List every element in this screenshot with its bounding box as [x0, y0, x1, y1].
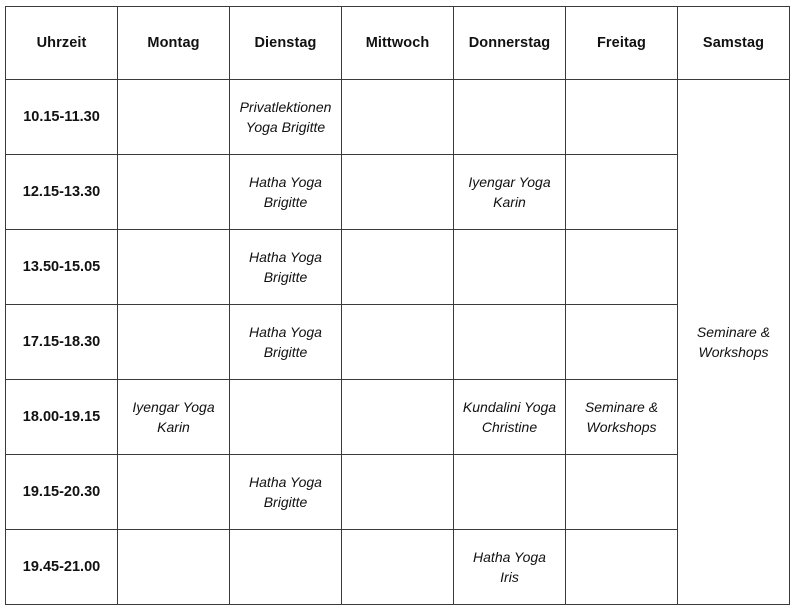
- class-name: Hatha Yoga: [249, 324, 322, 340]
- header-thursday: Donnerstag: [454, 7, 566, 80]
- saturday-line-2: Workshops: [698, 344, 769, 360]
- class-teacher: Karin: [493, 194, 526, 210]
- time-slot: 19.15-20.30: [6, 455, 118, 530]
- class-cell-thursday: [454, 305, 566, 380]
- class-teacher: Christine: [481, 419, 538, 435]
- class-name: Hatha Yoga: [249, 174, 322, 190]
- header-time: Uhrzeit: [6, 7, 118, 80]
- yoga-schedule-table: [5, 6, 790, 605]
- class-name: Hatha Yoga: [473, 549, 546, 565]
- time-slot: 19.45-21.00: [6, 530, 118, 605]
- class-teacher: Yoga Brigitte: [245, 119, 326, 135]
- class-cell-tuesday: [230, 455, 342, 530]
- table-row: [6, 380, 790, 455]
- class-cell-friday: [566, 305, 678, 380]
- class-cell-wednesday: [342, 455, 454, 530]
- header-friday: Freitag: [566, 7, 678, 80]
- class-cell-tuesday: [230, 155, 342, 230]
- header-tuesday: Dienstag: [230, 7, 342, 80]
- class-teacher: Brigitte: [263, 344, 308, 360]
- table-row: [6, 305, 790, 380]
- class-cell-friday: [566, 530, 678, 605]
- class-cell-wednesday: [342, 305, 454, 380]
- class-cell-tuesday: [230, 80, 342, 155]
- time-slot: 13.50-15.05: [6, 230, 118, 305]
- time-slot: 17.15-18.30: [6, 305, 118, 380]
- class-cell-thursday: [454, 380, 566, 455]
- class-cell-thursday: [454, 455, 566, 530]
- class-cell-monday: [118, 155, 230, 230]
- table-row: [6, 155, 790, 230]
- class-cell-friday: [566, 455, 678, 530]
- class-cell-wednesday: [342, 155, 454, 230]
- saturday-line-1: Seminare &: [696, 324, 771, 340]
- class-cell-monday: [118, 380, 230, 455]
- header-row: [6, 7, 790, 80]
- class-name: Seminare &: [584, 399, 659, 415]
- class-teacher: Karin: [157, 419, 190, 435]
- class-name: Hatha Yoga: [249, 249, 322, 265]
- class-teacher: Brigitte: [263, 269, 308, 285]
- class-cell-friday: [566, 80, 678, 155]
- class-cell-wednesday: [342, 230, 454, 305]
- class-cell-monday: [118, 530, 230, 605]
- class-cell-thursday: [454, 530, 566, 605]
- table-row: [6, 80, 790, 155]
- time-slot: 18.00-19.15: [6, 380, 118, 455]
- class-name: Kundalini Yoga: [462, 399, 557, 415]
- class-cell-thursday: [454, 155, 566, 230]
- class-cell-tuesday: [230, 530, 342, 605]
- time-slot: 12.15-13.30: [6, 155, 118, 230]
- class-teacher: Brigitte: [263, 494, 308, 510]
- class-cell-monday: [118, 80, 230, 155]
- class-cell-monday: [118, 305, 230, 380]
- class-name: Iyengar Yoga: [132, 399, 215, 415]
- class-cell-tuesday: [230, 230, 342, 305]
- class-cell-friday: [566, 230, 678, 305]
- table-row: [6, 530, 790, 605]
- class-cell-thursday: [454, 230, 566, 305]
- time-slot: 10.15-11.30: [6, 80, 118, 155]
- class-cell-tuesday: [230, 380, 342, 455]
- class-teacher: Brigitte: [263, 194, 308, 210]
- class-cell-wednesday: [342, 380, 454, 455]
- class-name: Privatlektionen: [239, 99, 332, 115]
- class-cell-monday: [118, 455, 230, 530]
- class-teacher: Iris: [500, 569, 519, 585]
- class-cell-thursday: [454, 80, 566, 155]
- header-saturday: Samstag: [678, 7, 790, 80]
- class-name: Hatha Yoga: [249, 474, 322, 490]
- saturday-cell: [678, 80, 790, 605]
- class-teacher: Workshops: [586, 419, 657, 435]
- class-cell-monday: [118, 230, 230, 305]
- class-cell-wednesday: [342, 80, 454, 155]
- class-cell-friday: [566, 380, 678, 455]
- class-cell-wednesday: [342, 530, 454, 605]
- class-cell-friday: [566, 155, 678, 230]
- header-wednesday: Mittwoch: [342, 7, 454, 80]
- class-cell-tuesday: [230, 305, 342, 380]
- table-row: [6, 455, 790, 530]
- header-monday: Montag: [118, 7, 230, 80]
- class-name: Iyengar Yoga: [468, 174, 551, 190]
- table-row: [6, 230, 790, 305]
